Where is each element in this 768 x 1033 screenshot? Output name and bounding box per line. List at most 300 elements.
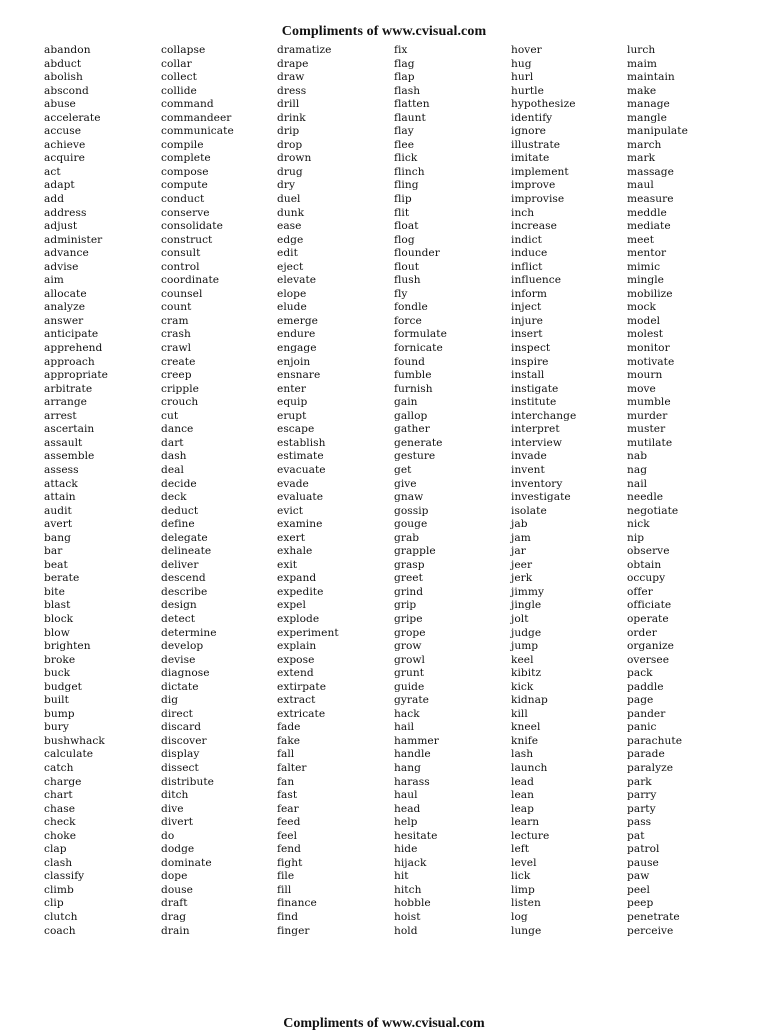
word-item: insert <box>511 328 543 341</box>
word-item: erupt <box>277 409 307 422</box>
word-item: fan <box>277 775 295 788</box>
word-item: explode <box>277 612 320 625</box>
word-item: bump <box>44 707 75 720</box>
word-item: interchange <box>511 409 577 422</box>
word-item: estimate <box>277 450 324 463</box>
word-item: counsel <box>161 287 203 300</box>
word-item: flog <box>394 233 415 246</box>
word-item: expand <box>277 572 317 585</box>
word-item: jimmy <box>511 585 544 598</box>
word-item: lead <box>511 775 534 788</box>
word-item: mingle <box>627 274 664 287</box>
word-item: grunt <box>394 667 424 680</box>
word-item: interview <box>511 436 562 449</box>
word-item: offer <box>627 585 653 598</box>
word-item: ascertain <box>44 423 95 436</box>
word-item: advise <box>44 260 79 273</box>
word-item: peel <box>627 883 650 896</box>
word-item: extract <box>277 694 316 707</box>
word-item: furnish <box>394 382 433 395</box>
word-item: fast <box>277 789 298 802</box>
word-item: lick <box>511 870 531 883</box>
word-item: gnaw <box>394 491 424 504</box>
word-item: parade <box>627 748 665 761</box>
word-item: diagnose <box>161 667 210 680</box>
word-item: gather <box>394 423 430 436</box>
word-item: launch <box>511 761 548 774</box>
word-item: needle <box>627 491 664 504</box>
word-item: drill <box>277 98 300 111</box>
word-item: count <box>161 301 192 314</box>
word-item: anticipate <box>44 328 99 341</box>
word-item: listen <box>511 897 541 910</box>
word-item: force <box>394 314 422 327</box>
word-item: panic <box>627 721 657 734</box>
word-item: elevate <box>277 274 317 287</box>
word-item: climb <box>44 883 74 896</box>
word-item: abolish <box>44 71 83 84</box>
word-item: keel <box>511 653 534 666</box>
word-item: jar <box>511 545 526 558</box>
word-item: fumble <box>394 369 432 382</box>
word-item: patrol <box>627 843 660 856</box>
word-item: institute <box>511 396 557 409</box>
word-item: increase <box>511 220 557 233</box>
word-item: broke <box>44 653 76 666</box>
word-item: pat <box>627 829 645 842</box>
word-column-6 <box>627 44 739 938</box>
word-item: finance <box>277 897 317 910</box>
word-item: emerge <box>277 314 318 327</box>
word-item: escape <box>277 423 315 436</box>
word-item: make <box>627 84 657 97</box>
word-item: deliver <box>161 558 199 571</box>
word-item: edit <box>277 247 298 260</box>
word-item: march <box>627 138 662 151</box>
word-item: gyrate <box>394 694 429 707</box>
word-item: accelerate <box>44 111 101 124</box>
word-item: hammer <box>394 734 439 747</box>
word-item: check <box>44 816 76 829</box>
word-item: clip <box>44 897 64 910</box>
word-item: mediate <box>627 220 671 233</box>
word-item: inspire <box>511 355 549 368</box>
word-item: flinch <box>394 165 425 178</box>
word-item: evade <box>277 477 309 490</box>
word-item: calculate <box>44 748 94 761</box>
word-item: apprehend <box>44 342 103 355</box>
word-item: paw <box>627 870 650 883</box>
word-item: collide <box>161 84 197 97</box>
word-item: bang <box>44 531 71 544</box>
word-item: bushwhack <box>44 734 105 747</box>
word-item: illustrate <box>511 138 561 151</box>
word-item: exhale <box>277 545 313 558</box>
word-item: haul <box>394 789 418 802</box>
word-item: grapple <box>394 545 436 558</box>
word-item: exit <box>277 558 298 571</box>
word-item: built <box>44 694 69 707</box>
word-item: assemble <box>44 450 95 463</box>
word-item: attack <box>44 477 78 490</box>
word-item: equip <box>277 396 308 409</box>
word-item: compose <box>161 165 209 178</box>
word-item: direct <box>161 707 193 720</box>
word-item: hobble <box>394 897 431 910</box>
word-item: jolt <box>511 612 529 625</box>
word-item: gain <box>394 396 418 409</box>
word-item: fix <box>394 44 408 56</box>
word-item: park <box>627 775 652 788</box>
word-item: jam <box>511 531 531 544</box>
word-item: flatten <box>394 98 430 111</box>
word-item: observe <box>627 545 670 558</box>
word-item: eject <box>277 260 304 273</box>
word-item: appropriate <box>44 369 108 382</box>
word-item: dive <box>161 802 184 815</box>
word-item: mobilize <box>627 287 673 300</box>
word-item: communicate <box>161 125 234 138</box>
word-item: generate <box>394 436 443 449</box>
word-item: compute <box>161 179 208 192</box>
word-item: audit <box>44 504 72 517</box>
word-item: drip <box>277 125 300 138</box>
word-item: lunge <box>511 924 542 937</box>
word-item: mentor <box>627 247 667 260</box>
word-item: give <box>394 477 417 490</box>
word-item: cram <box>161 314 189 327</box>
word-item: ditch <box>161 789 189 802</box>
word-item: nip <box>627 531 645 544</box>
word-item: flip <box>394 193 412 206</box>
word-item: dance <box>161 423 194 436</box>
word-item: inject <box>511 301 542 314</box>
word-item: ease <box>277 220 302 233</box>
word-item: mark <box>627 152 656 165</box>
word-column-4 <box>394 44 506 938</box>
word-item: hurtle <box>511 84 544 97</box>
word-item: gallop <box>394 409 428 422</box>
word-item: perceive <box>627 924 674 937</box>
word-item: bar <box>44 545 63 558</box>
word-item: hail <box>394 721 415 734</box>
word-item: coach <box>44 924 76 937</box>
word-item: buck <box>44 667 71 680</box>
word-item: control <box>161 260 200 273</box>
word-item: help <box>394 816 418 829</box>
word-item: file <box>277 870 295 883</box>
word-item: construct <box>161 233 213 246</box>
word-item: divert <box>161 816 194 829</box>
word-item: coordinate <box>161 274 220 287</box>
word-item: paddle <box>627 680 664 693</box>
word-item: collar <box>161 57 192 70</box>
word-item: hold <box>394 924 418 937</box>
word-item: accuse <box>44 125 82 138</box>
word-item: add <box>44 193 65 206</box>
word-item: expel <box>277 599 306 612</box>
word-item: molest <box>627 328 664 341</box>
word-item: flaunt <box>394 111 426 124</box>
word-item: draft <box>161 897 188 910</box>
word-item: clap <box>44 843 67 856</box>
word-item: feel <box>277 829 298 842</box>
word-item: fall <box>277 748 295 761</box>
word-item: act <box>44 165 61 178</box>
word-item: pander <box>627 707 666 720</box>
word-item: acquire <box>44 152 85 165</box>
word-item: descend <box>161 572 206 585</box>
word-item: assault <box>44 436 83 449</box>
word-item: get <box>394 463 412 476</box>
word-item: inspect <box>511 342 551 355</box>
word-item: block <box>44 612 74 625</box>
word-item: install <box>511 369 545 382</box>
word-item: jeer <box>511 558 533 571</box>
word-item: gossip <box>394 504 429 517</box>
word-item: investigate <box>511 491 571 504</box>
word-item: penetrate <box>627 911 680 923</box>
word-item: cripple <box>161 382 199 395</box>
word-item: maim <box>627 57 657 70</box>
word-item: hypothesize <box>511 98 576 111</box>
word-item: left <box>511 843 530 856</box>
word-item: berate <box>44 572 80 585</box>
word-item: extend <box>277 667 314 680</box>
word-item: abandon <box>44 44 91 56</box>
word-item: abuse <box>44 98 76 111</box>
word-item: conserve <box>161 206 210 219</box>
word-item: expose <box>277 653 315 666</box>
word-item: fend <box>277 843 301 856</box>
word-column-1 <box>44 44 156 938</box>
word-item: occupy <box>627 572 666 585</box>
word-item: improvise <box>511 193 565 206</box>
word-item: hang <box>394 761 421 774</box>
word-item: do <box>161 829 175 842</box>
word-item: knife <box>511 734 539 747</box>
word-item: model <box>627 314 661 327</box>
word-item: enter <box>277 382 306 395</box>
word-item: clash <box>44 856 73 869</box>
word-item: hide <box>394 843 418 856</box>
word-item: meet <box>627 233 655 246</box>
word-item: gouge <box>394 518 428 531</box>
word-item: deduct <box>161 504 199 517</box>
word-item: kick <box>511 680 534 693</box>
word-item: conduct <box>161 193 205 206</box>
word-item: jump <box>511 640 539 653</box>
word-item: order <box>627 626 657 639</box>
word-item: negotiate <box>627 504 679 517</box>
word-item: instigate <box>511 382 559 395</box>
word-item: clutch <box>44 911 78 923</box>
word-item: classify <box>44 870 85 883</box>
word-item: endure <box>277 328 316 341</box>
word-item: consolidate <box>161 220 223 233</box>
word-item: jab <box>511 518 528 531</box>
word-item: kill <box>511 707 528 720</box>
word-item: hug <box>511 57 532 70</box>
word-item: kneel <box>511 721 541 734</box>
word-item: grip <box>394 599 417 612</box>
word-item: dramatize <box>277 44 332 56</box>
word-item: detect <box>161 612 196 625</box>
word-item: flounder <box>394 247 440 260</box>
word-item: pass <box>627 816 652 829</box>
word-item: deal <box>161 463 184 476</box>
word-item: crash <box>161 328 191 341</box>
word-item: establish <box>277 436 326 449</box>
word-item: expedite <box>277 585 324 598</box>
word-item: aim <box>44 274 64 287</box>
word-item: elope <box>277 287 307 300</box>
word-item: deck <box>161 491 187 504</box>
word-item: maintain <box>627 71 675 84</box>
word-item: fear <box>277 802 299 815</box>
word-item: page <box>627 694 654 707</box>
word-item: nick <box>627 518 650 531</box>
word-item: learn <box>511 816 540 829</box>
word-item: greet <box>394 572 423 585</box>
word-column-2 <box>161 44 273 938</box>
word-item: draw <box>277 71 305 84</box>
word-item: pack <box>627 667 653 680</box>
word-item: devise <box>161 653 196 666</box>
word-item: find <box>277 911 299 923</box>
word-item: experiment <box>277 626 339 639</box>
word-item: inflict <box>511 260 543 273</box>
word-item: mumble <box>627 396 671 409</box>
word-item: indict <box>511 233 542 246</box>
word-item: mock <box>627 301 656 314</box>
word-item: injure <box>511 314 543 327</box>
word-item: flush <box>394 274 421 287</box>
word-item: design <box>161 599 197 612</box>
word-item: flag <box>394 57 415 70</box>
word-item: manage <box>627 98 670 111</box>
word-item: limp <box>511 883 535 896</box>
word-item: level <box>511 856 537 869</box>
word-item: maul <box>627 179 654 192</box>
word-item: invent <box>511 463 545 476</box>
word-item: duel <box>277 193 301 206</box>
word-item: isolate <box>511 504 547 517</box>
word-item: charge <box>44 775 82 788</box>
word-item: gripe <box>394 612 423 625</box>
word-item: oversee <box>627 653 670 666</box>
word-item: influence <box>511 274 562 287</box>
word-item: exert <box>277 531 306 544</box>
word-item: massage <box>627 165 674 178</box>
word-item: abscond <box>44 84 89 97</box>
word-item: collect <box>161 71 197 84</box>
word-item: approach <box>44 355 95 368</box>
word-item: dress <box>277 84 307 97</box>
word-item: drain <box>161 924 190 937</box>
word-item: arrest <box>44 409 77 422</box>
word-item: peep <box>627 897 654 910</box>
word-item: motivate <box>627 355 675 368</box>
word-item: drape <box>277 57 309 70</box>
word-item: attain <box>44 491 76 504</box>
word-item: hijack <box>394 856 427 869</box>
word-item: lean <box>511 789 534 802</box>
word-item: drink <box>277 111 306 124</box>
word-item: answer <box>44 314 84 327</box>
word-item: drug <box>277 165 303 178</box>
word-item: growl <box>394 653 425 666</box>
word-item: compile <box>161 138 204 151</box>
word-item: flit <box>394 206 410 219</box>
word-item: enjoin <box>277 355 311 368</box>
word-item: flash <box>394 84 421 97</box>
word-item: hoist <box>394 911 421 923</box>
word-item: flee <box>394 138 415 151</box>
word-item: lurch <box>627 44 656 56</box>
word-item: judge <box>511 626 542 639</box>
word-column-3 <box>277 44 389 938</box>
page-footer-title: Compliments of www.cvisual.com <box>283 1016 485 1031</box>
word-item: evacuate <box>277 463 326 476</box>
word-item: fondle <box>394 301 428 314</box>
word-item: party <box>627 802 656 815</box>
word-item: invade <box>511 450 547 463</box>
word-item: inform <box>511 287 547 300</box>
word-item: kibitz <box>511 667 542 680</box>
word-item: evaluate <box>277 491 324 504</box>
word-item: chase <box>44 802 76 815</box>
word-item: fight <box>277 856 303 869</box>
word-item: blast <box>44 599 71 612</box>
word-item: ensnare <box>277 369 321 382</box>
word-item: drop <box>277 138 303 151</box>
word-item: extricate <box>277 707 326 720</box>
word-item: handle <box>394 748 431 761</box>
word-item: falter <box>277 761 307 774</box>
word-item: mimic <box>627 260 661 273</box>
word-item: grab <box>394 531 420 544</box>
word-item: fake <box>277 734 301 747</box>
word-item: avert <box>44 518 73 531</box>
word-item: adjust <box>44 220 78 233</box>
word-item: implement <box>511 165 569 178</box>
word-item: flick <box>394 152 418 165</box>
word-item: hitch <box>394 883 422 896</box>
word-item: crouch <box>161 396 199 409</box>
word-item: achieve <box>44 138 86 151</box>
word-item: catch <box>44 761 74 774</box>
word-item: determine <box>161 626 217 639</box>
word-item: evict <box>277 504 304 517</box>
word-item: organize <box>627 640 675 653</box>
word-item: nab <box>627 450 648 463</box>
word-item: harass <box>394 775 430 788</box>
word-item: formulate <box>394 328 447 341</box>
word-item: move <box>627 382 656 395</box>
word-item: leap <box>511 802 534 815</box>
word-item: arrange <box>44 396 87 409</box>
word-item: adapt <box>44 179 75 192</box>
word-item: define <box>161 518 195 531</box>
word-item: finger <box>277 924 310 937</box>
word-item: fill <box>277 883 292 896</box>
word-item: dash <box>161 450 187 463</box>
word-item: pause <box>627 856 659 869</box>
word-item: explain <box>277 640 317 653</box>
word-item: log <box>511 911 528 923</box>
word-item: inventory <box>511 477 563 490</box>
